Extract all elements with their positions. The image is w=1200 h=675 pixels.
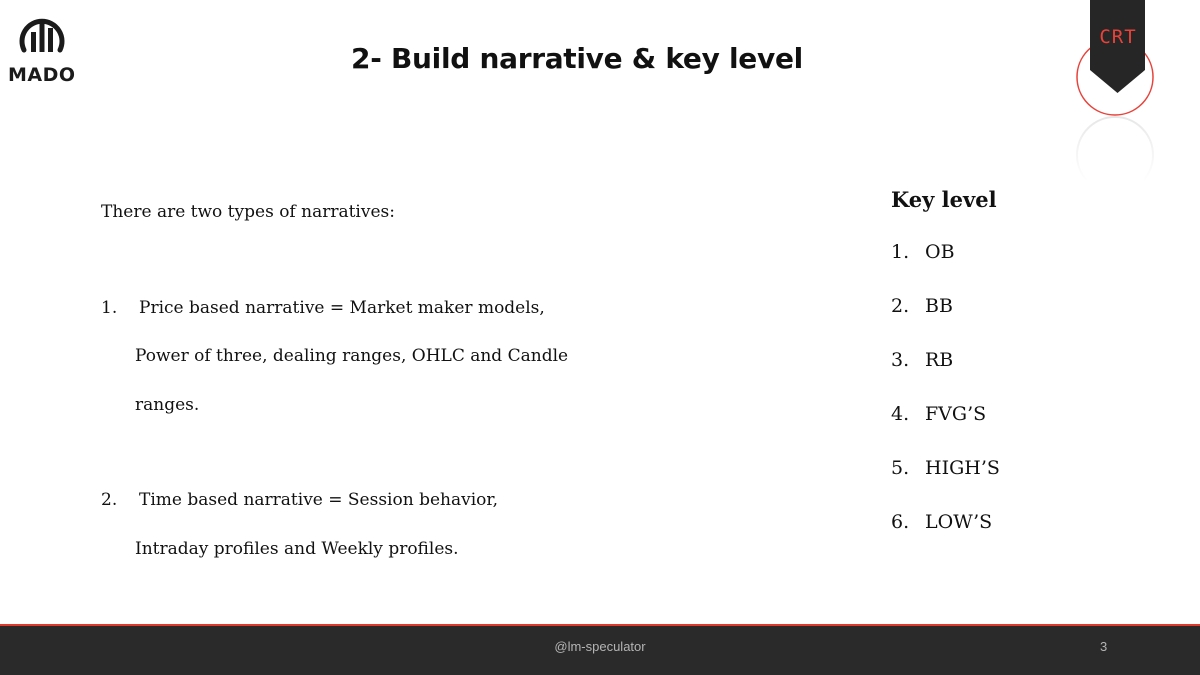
key-level-item [891,403,1000,457]
key-level-item [891,241,1000,295]
narrative-1-line-1: Price based narrative = Market maker models, [139,298,545,318]
key-level-item [891,349,1000,403]
key-level-item-number: 2. [891,295,910,317]
footer-bar [0,624,1200,675]
key-level-item-label: OB [925,241,955,263]
footer-handle: @lm-speculator [554,639,646,654]
key-level-item-number: 1. [891,241,910,263]
narrative-2-number: 2. [101,490,118,510]
narrative-1-line-3: ranges. [135,395,200,415]
intro-text: There are two types of narratives: [101,202,395,222]
key-level-item-label: RB [925,349,954,371]
key-level-item-number: 3. [891,349,910,371]
key-level-item-number: 5. [891,457,910,479]
key-level-item [891,511,1000,565]
logo-text: MADO [8,64,76,86]
key-level-item-number: 4. [891,403,910,425]
narrative-2-line-2: Intraday profiles and Weekly profiles. [135,539,459,559]
narrative-1-number: 1. [101,298,118,318]
key-level-heading: Key level [891,187,997,212]
key-level-item [891,295,1000,349]
key-level-item-label: LOW’S [925,511,993,533]
slide-title: 2- Build narrative & key level [351,42,803,75]
key-level-item-label: HIGH’S [925,457,1000,479]
key-level-item-label: FVG’S [925,403,987,425]
key-level-item-number: 6. [891,511,910,533]
narrative-1-line-2: Power of three, dealing ranges, OHLC and Candle [135,346,569,366]
key-level-item [891,457,1000,511]
key-level-item-label: BB [925,295,953,317]
key-level-list [891,241,1000,565]
crt-badge-text: CRT [1099,26,1137,48]
narrative-2-line-1: Time based narrative = Session behavior, [139,490,499,510]
page-number: 3 [1100,639,1108,654]
